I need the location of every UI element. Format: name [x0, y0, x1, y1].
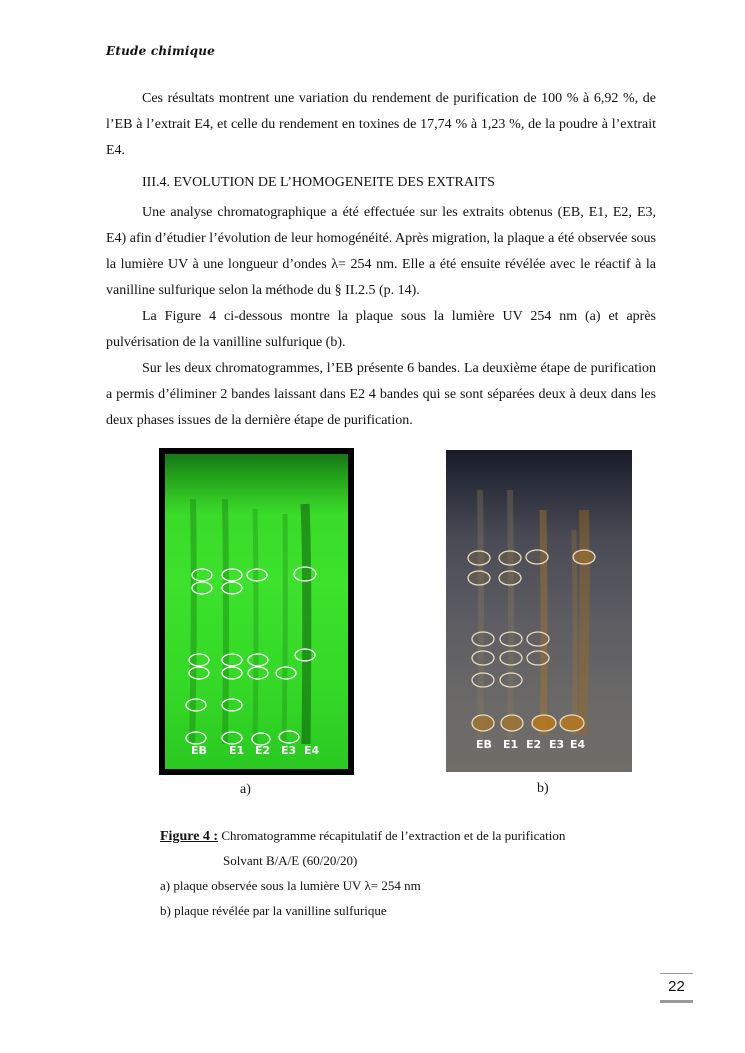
- vanillin-band: [468, 571, 490, 585]
- vanillin-lane-trace-e2: [543, 510, 544, 735]
- vanillin-band: [560, 715, 584, 731]
- uv-plate-background: [165, 454, 348, 769]
- figure-caption-solvent: Solvant B/A/E (60/20/20): [223, 853, 358, 868]
- figure-caption-title: Chromatogramme récapitulatif de l’extraction et de la purification: [221, 828, 566, 843]
- paragraph-results: Ces résultats montrent une variation du rendement de purification de 100 % à 6,92 %, de l’EB à l’extrait E4, et celle du rendement en toxines de 17,74 % à 1,23 %, de la poudre à l’extrait E4.: [106, 91, 656, 158]
- paragraph-bands: Sur les deux chromatogrammes, l’EB présente 6 bandes. La deuxième étape de purification a permis d’éliminer 2 bandes laissant dans E2 4 bandes qui se sont séparées deux à deux dans les deux phases issues de la dernière étape de purification.: [106, 361, 656, 428]
- uv-lane-label-e1: E1: [229, 744, 245, 757]
- vanillin-lane-label-e1: E1: [503, 738, 519, 751]
- uv-lane-label-e2: E2: [255, 744, 271, 757]
- subcaption-a: a): [240, 782, 251, 797]
- uv-lane-label-e4: E4: [304, 744, 320, 757]
- vanillin-plate-overlay: [446, 450, 632, 772]
- running-header: Etude chimique: [106, 44, 216, 58]
- vanillin-band: [532, 715, 556, 731]
- uv-band-outlines: [186, 567, 316, 745]
- paragraph-figure-intro: La Figure 4 ci-dessous montre la plaque sous la lumière UV 254 nm (a) et après pulvérisation de la vanilline sulfurique (b).: [106, 309, 656, 350]
- figure-caption-label: Figure 4 :: [160, 829, 219, 844]
- uv-lane-trace-e3: [284, 514, 285, 744]
- tlc-plate-vanillin: [446, 450, 632, 772]
- uv-lane-trace-e2: [255, 509, 256, 744]
- vanillin-band: [499, 551, 521, 565]
- vanillin-lane-label-e4: E4: [570, 738, 586, 751]
- uv-band: [186, 732, 206, 744]
- vanillin-lane-label-e3: E3: [549, 738, 565, 751]
- figure-caption-b: b) plaque révélée par la vanilline sulfurique: [160, 903, 387, 918]
- section-heading: III.4. EVOLUTION DE L’HOMOGENEITE DES EXTRAITS: [142, 175, 495, 190]
- uv-lane-trace-e1: [225, 499, 226, 744]
- uv-lane-trace-eb: [192, 499, 194, 744]
- vanillin-lane-trace-eb: [480, 490, 481, 740]
- figure-caption: [160, 828, 565, 845]
- uv-plate-overlay: [165, 454, 348, 769]
- uv-lane-label-e3: E3: [281, 744, 297, 757]
- subcaption-b: b): [537, 781, 549, 796]
- vanillin-lane-label-eb: EB: [476, 738, 492, 751]
- uv-lane-label-eb: EB: [191, 744, 207, 757]
- page-number: 22: [660, 973, 693, 1003]
- vanillin-lane-label-e2: E2: [526, 738, 542, 751]
- vanillin-lane-trace-e1: [510, 490, 511, 740]
- tlc-plate-uv: [159, 448, 354, 775]
- body-text: [106, 86, 656, 434]
- paragraph-analysis: Une analyse chromatographique a été effectuée sur les extraits obtenus (EB, E1, E2, E3, E4) afin d’étudier l’évolution de leur homogénéité. Après migration, la plaque a été observée sous la lumière UV à une longueur d’ondes λ= 254 nm. Elle a été ensuite révélée avec le réactif à la vanilline sulfurique selon la méthode du § II.2.5 (p. 14).: [106, 205, 656, 298]
- vanillin-band: [501, 715, 523, 731]
- vanillin-band: [573, 550, 595, 564]
- figure-caption-a: a) plaque observée sous la lumière UV λ= 254 nm: [160, 878, 421, 893]
- vanillin-band: [472, 715, 494, 731]
- vanillin-band: [499, 571, 521, 585]
- vanillin-lane-trace-e4: [582, 510, 585, 735]
- vanillin-band: [468, 551, 490, 565]
- uv-lane-trace-e4: [305, 504, 307, 744]
- vanillin-band: [526, 550, 548, 564]
- uv-band: [186, 699, 206, 711]
